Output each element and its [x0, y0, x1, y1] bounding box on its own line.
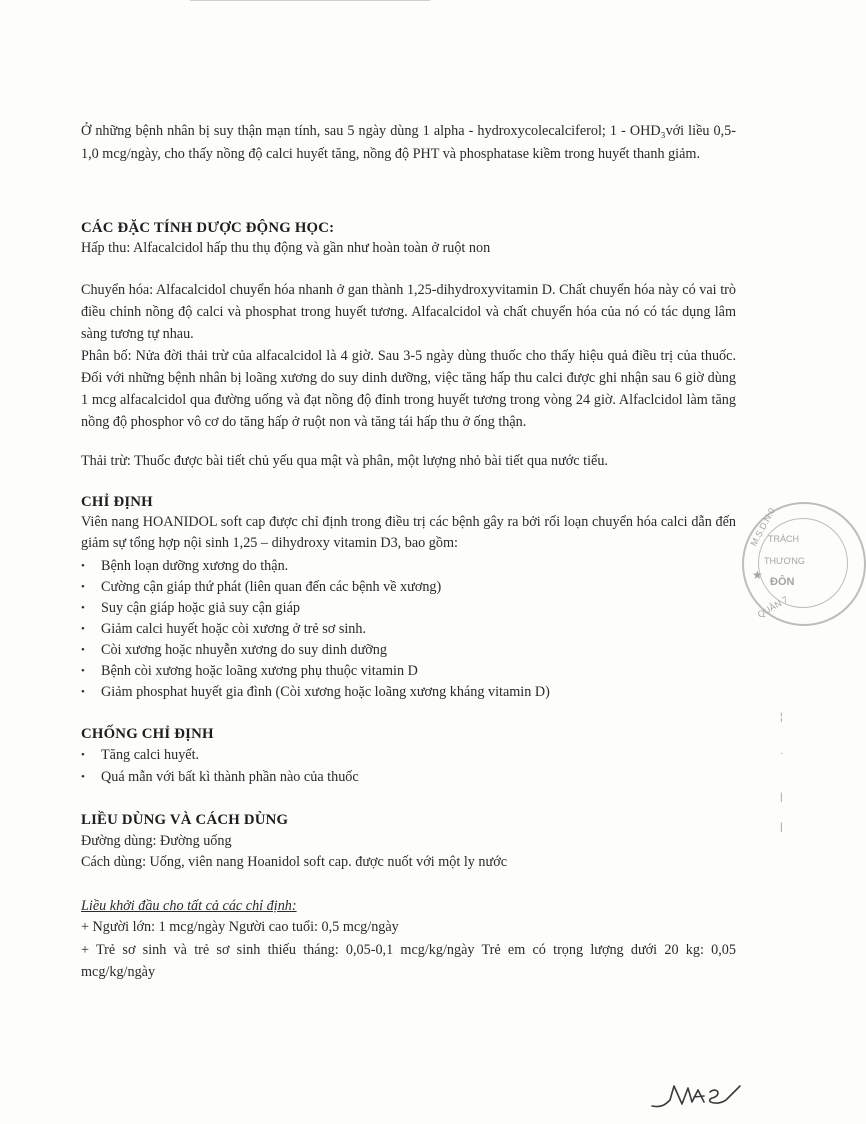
indication-item: • Giảm calci huyết hoặc còi xương ở trẻ sơ sinh. [81, 621, 367, 637]
adult-dose-text: + Người lớn: 1 mcg/ngày Người cao tuổi: 0,5 mcg/ngày [81, 919, 399, 935]
stamp-text: QUẬN 7 [755, 594, 790, 620]
elimination-text: Thải trừ: Thuốc được bài tiết chủ yếu qua mật và phân, một lượng nhỏ bài tiết qua nước tiểu. [81, 453, 608, 469]
stamp-text: THƯƠNG [764, 556, 805, 566]
stamp-text: M.S.D.N:0 [748, 506, 777, 548]
margin-mark: ¦ [780, 712, 783, 723]
initial-dose-heading: Liều khởi đầu cho tất cả các chỉ định: [81, 898, 297, 914]
indication-item: • Giảm phosphat huyết gia đình (Còi xương hoặc loãng xương kháng vitamin D) [81, 684, 550, 700]
margin-mark: · [780, 748, 784, 759]
handwritten-signature [648, 1080, 748, 1119]
metabolism-paragraph: Chuyển hóa: Alfacalcidol chuyển hóa nhanh ở gan thành 1,25-dihydroxyvitamin D. Chất chuyển hóa này có vai trò điều chỉnh nồng độ calci và phosphat trong huyết tương. Alfacalcidol và chất chuyển hóa của nó có tác dụng lâm sàng tương tự nhau. [81, 282, 736, 342]
route-text: Đường dùng: Đường uống [81, 833, 232, 849]
bullet-icon: • [81, 771, 85, 783]
bullet-icon: • [81, 602, 85, 614]
indication-item: • Bệnh còi xương hoặc loãng xương phụ thuộc vitamin D [81, 663, 418, 679]
contraindications-heading: CHỐNG CHỈ ĐỊNH [81, 726, 214, 742]
margin-mark: | [780, 822, 783, 833]
indication-item: • Suy cận giáp hoặc giả suy cận giáp [81, 600, 300, 616]
indications-intro: Viên nang HOANIDOL soft cap được chỉ định trong điều trị các bệnh gây ra bởi rối loạn chuyển hóa calci dẫn đến giảm sự tổng hợp nội sinh 1,25 – dihydroxy vitamin D3, bao gồm: [81, 514, 736, 551]
indication-item: • Cường cận giáp thứ phát (liên quan đến các bệnh về xương) [81, 579, 442, 595]
stamp-text: ĐÔN [770, 576, 795, 588]
signature-icon [648, 1080, 748, 1114]
contraindication-item: • Tăng calci huyết. [81, 747, 200, 763]
official-stamp [742, 502, 866, 626]
bullet-icon: • [81, 560, 85, 572]
bullet-icon: • [81, 581, 85, 593]
star-icon: ★ [752, 568, 763, 582]
pharmacokinetics-heading: CÁC ĐẶC TÍNH DƯỢC ĐỘNG HỌC: [81, 220, 335, 236]
bullet-icon: • [81, 644, 85, 656]
margin-mark: | [780, 792, 783, 803]
method-text: Cách dùng: Uống, viên nang Hoanidol soft cap. được nuốt với một ly nước [81, 854, 508, 870]
distribution-paragraph: Phân bố: Nửa đời thải trừ của alfacalcidol là 4 giờ. Sau 3-5 ngày dùng thuốc cho thấy hiệu quả điều trị của thuốc. Đối với những bệnh nhân bị loãng xương do suy dinh dưỡng, việc tăng hấp thu calci được ghi nhận sau 6 giờ dùng 1 mcg alfacalcidol qua đường uống và đạt nồng độ đỉnh trong huyết tương trong vòng 24 giờ. Alfaclcidol làm tăng nồng độ phosphor vô cơ do tăng hấp ở ruột non và tăng tái hấp thu ở ống thận. [81, 348, 736, 430]
indication-item: • Bệnh loạn dưỡng xương do thận. [81, 558, 289, 574]
bullet-icon: • [81, 665, 85, 677]
child-dose-paragraph: + Trẻ sơ sinh và trẻ sơ sinh thiếu tháng: 0,05-0,1 mcg/kg/ngày Trẻ em có trọng lượng dưới 20 kg: 0,05 mcg/kg/ngày [81, 942, 736, 980]
bullet-icon: • [81, 623, 85, 635]
indication-item: • Còi xương hoặc nhuyễn xương do suy dinh dưỡng [81, 642, 387, 658]
absorption-text: Hấp thu: Alfacalcidol hấp thu thụ động và gần như hoàn toàn ở ruột non [81, 240, 491, 256]
bullet-icon: • [81, 749, 85, 761]
indications-heading: CHỈ ĐỊNH [81, 494, 153, 510]
bullet-icon: • [81, 686, 85, 698]
stamp-text: TRÁCH [768, 534, 799, 544]
scan-top-edge [190, 0, 430, 1]
dosage-heading: LIỀU DÙNG VÀ CÁCH DÙNG [81, 812, 289, 828]
contraindication-item: • Quá mẫn với bất kì thành phần nào của thuốc [81, 769, 359, 785]
intro-paragraph: Ở những bệnh nhân bị suy thận mạn tính, sau 5 ngày dùng 1 alpha - hydroxycolecalciferol; 1 - OHD₃với liều 0,5-1,0 mcg/ngày, cho thấy nồng độ calci huyết tăng, nồng độ PHT và phosphatase kiềm trong huyết thanh giảm. [81, 123, 736, 162]
